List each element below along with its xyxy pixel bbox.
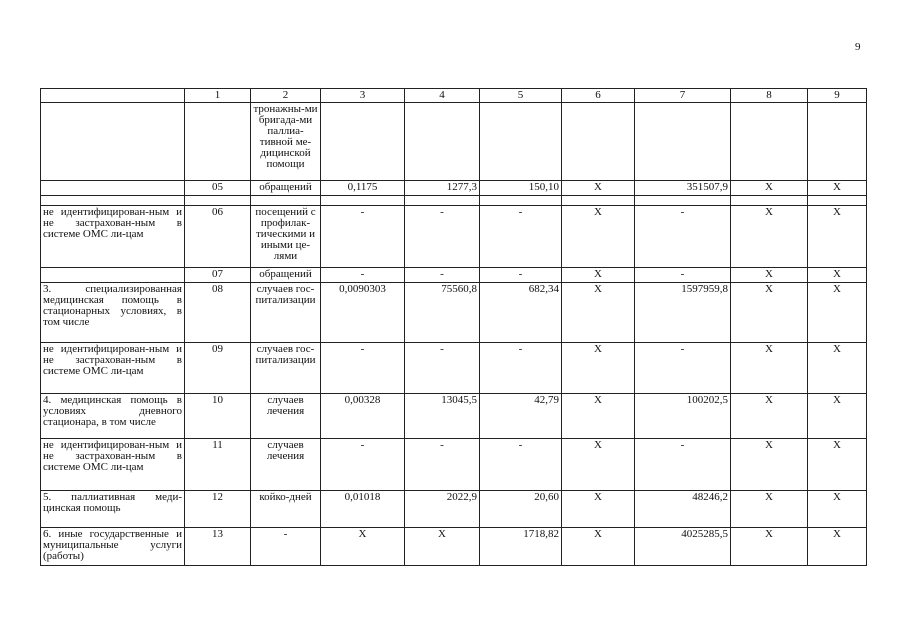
cell-col3: 0,1175 (321, 181, 405, 196)
row-name (41, 103, 185, 181)
header-cell: 3 (321, 89, 405, 103)
row-name: не идентифицирован-ным и не застрахован-ным в системе ОМС ли-цам (41, 439, 185, 491)
row-name: 6. иные государственные и муниципальные услуги (работы) (41, 528, 185, 566)
cell-col3: - (321, 268, 405, 283)
row-name: 5. паллиативная меди-цинская помощь (41, 491, 185, 528)
table-row (41, 343, 867, 394)
cell-col5: 20,60 (480, 491, 562, 528)
cell-col9 (808, 196, 867, 206)
cell-col9: Х (808, 394, 867, 439)
cell-col6: Х (562, 268, 635, 283)
cell-col4: - (405, 206, 480, 268)
table-row (41, 439, 867, 491)
cell-col7: 48246,2 (635, 491, 731, 528)
cell-col6: Х (562, 283, 635, 343)
cell-col9: Х (808, 439, 867, 491)
cell-col3: 0,0090303 (321, 283, 405, 343)
header-cell: 1 (185, 89, 251, 103)
cell-col8: Х (731, 268, 808, 283)
header-cell: 5 (480, 89, 562, 103)
cell-col8 (731, 103, 808, 181)
cell-col4: Х (405, 528, 480, 566)
row-code: 09 (185, 343, 251, 394)
cell-col7: 351507,9 (635, 181, 731, 196)
cell-col5: 682,34 (480, 283, 562, 343)
row-unit: случаев лечения (251, 439, 321, 491)
row-name: 3. специализированная медицинская помощь в стационарных условиях, в том числе (41, 283, 185, 343)
row-unit: случаев гос-питализации (251, 343, 321, 394)
cell-col5 (480, 103, 562, 181)
header-cell: 6 (562, 89, 635, 103)
cell-col4: 2022,9 (405, 491, 480, 528)
cell-col3: - (321, 439, 405, 491)
cell-col6: Х (562, 394, 635, 439)
cell-col7 (635, 196, 731, 206)
cell-col8: Х (731, 283, 808, 343)
cell-col4: 13045,5 (405, 394, 480, 439)
row-code (185, 196, 251, 206)
header-cell: 8 (731, 89, 808, 103)
cell-col6 (562, 103, 635, 181)
cell-col8: Х (731, 439, 808, 491)
cell-col6: Х (562, 491, 635, 528)
cell-col5: 1718,82 (480, 528, 562, 566)
row-code: 07 (185, 268, 251, 283)
row-code: 11 (185, 439, 251, 491)
cell-col9 (808, 103, 867, 181)
cell-col7: 4025285,5 (635, 528, 731, 566)
row-unit: обращений (251, 181, 321, 196)
cell-col6 (562, 196, 635, 206)
cell-col4 (405, 103, 480, 181)
cell-col4: - (405, 343, 480, 394)
cell-col9: Х (808, 181, 867, 196)
row-code: 13 (185, 528, 251, 566)
cell-col3: 0,01018 (321, 491, 405, 528)
cell-col8 (731, 196, 808, 206)
row-unit: тронажны-ми бригада-ми паллиа-тивной ме-дицинской помощи (251, 103, 321, 181)
cell-col3: - (321, 206, 405, 268)
cell-col9: Х (808, 528, 867, 566)
row-code: 06 (185, 206, 251, 268)
header-cell: 9 (808, 89, 867, 103)
cell-col5: 42,79 (480, 394, 562, 439)
cell-col4: - (405, 268, 480, 283)
cell-col7: - (635, 343, 731, 394)
cell-col7 (635, 103, 731, 181)
header-cell: 4 (405, 89, 480, 103)
table-row (41, 394, 867, 439)
cell-col7: - (635, 206, 731, 268)
cell-col9: Х (808, 343, 867, 394)
cell-col4: - (405, 439, 480, 491)
row-name: не идентифицирован-ным и не застрахован-ным в системе ОМС ли-цам (41, 343, 185, 394)
row-name: 4. медицинская помощь в условиях дневного стационара, в том числе (41, 394, 185, 439)
row-code: 10 (185, 394, 251, 439)
row-name (41, 196, 185, 206)
cell-col6: Х (562, 439, 635, 491)
page-number: 9 (855, 41, 861, 53)
table-row (41, 491, 867, 528)
cell-col5: - (480, 206, 562, 268)
cell-col7: - (635, 439, 731, 491)
cell-col8: Х (731, 181, 808, 196)
cell-col6: Х (562, 181, 635, 196)
cell-col8: Х (731, 394, 808, 439)
header-cell: 2 (251, 89, 321, 103)
cell-col8: Х (731, 206, 808, 268)
cell-col3: 0,00328 (321, 394, 405, 439)
cell-col8: Х (731, 343, 808, 394)
cell-col3 (321, 196, 405, 206)
cell-col3: - (321, 343, 405, 394)
table-row (41, 268, 867, 283)
row-code (185, 103, 251, 181)
cell-col6: Х (562, 206, 635, 268)
cell-col6: Х (562, 343, 635, 394)
row-unit: обращений (251, 268, 321, 283)
row-name (41, 268, 185, 283)
table-row (41, 181, 867, 196)
cell-col3: Х (321, 528, 405, 566)
table-header-row (41, 89, 867, 103)
cell-col7: 1597959,8 (635, 283, 731, 343)
cell-col7: 100202,5 (635, 394, 731, 439)
header-cell: 7 (635, 89, 731, 103)
row-name: не идентифицирован-ным и не застрахован-ным в системе ОМС ли-цам (41, 206, 185, 268)
cell-col9: Х (808, 283, 867, 343)
row-code: 05 (185, 181, 251, 196)
header-cell (41, 89, 185, 103)
cell-col5: - (480, 268, 562, 283)
row-code: 08 (185, 283, 251, 343)
cell-col3 (321, 103, 405, 181)
cell-col9: Х (808, 206, 867, 268)
cell-col9: Х (808, 491, 867, 528)
cell-col7: - (635, 268, 731, 283)
cell-col5: 150,10 (480, 181, 562, 196)
table-row (41, 283, 867, 343)
row-unit: посещений с профилак-тическими и иными це-лями (251, 206, 321, 268)
table-row (41, 528, 867, 566)
cell-col4 (405, 196, 480, 206)
cell-col4: 1277,3 (405, 181, 480, 196)
cell-col5 (480, 196, 562, 206)
row-name (41, 181, 185, 196)
row-code: 12 (185, 491, 251, 528)
cell-col5: - (480, 439, 562, 491)
cell-col5: - (480, 343, 562, 394)
data-table (40, 88, 867, 566)
table-row (41, 206, 867, 268)
cell-col6: Х (562, 528, 635, 566)
row-unit: - (251, 528, 321, 566)
cell-col8: Х (731, 528, 808, 566)
table-row (41, 103, 867, 181)
cell-col8: Х (731, 491, 808, 528)
row-unit: койко-дней (251, 491, 321, 528)
row-unit: случаев гос-питализации (251, 283, 321, 343)
row-unit: случаев лечения (251, 394, 321, 439)
cell-col4: 75560,8 (405, 283, 480, 343)
table-row (41, 196, 867, 206)
cell-col9: Х (808, 268, 867, 283)
row-unit (251, 196, 321, 206)
